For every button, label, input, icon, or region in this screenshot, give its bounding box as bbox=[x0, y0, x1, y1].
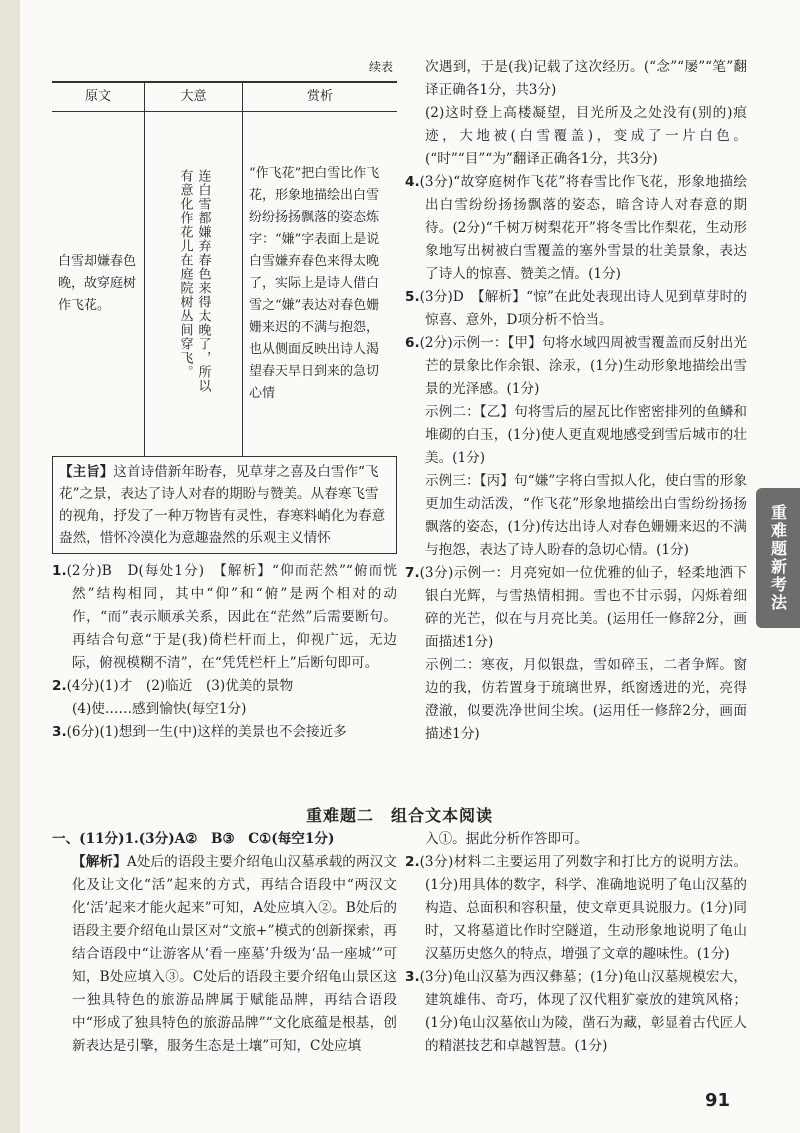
table-continued-label: 续表 bbox=[368, 60, 393, 74]
table-header-row bbox=[52, 82, 397, 112]
header-analysis: 赏析 bbox=[243, 82, 398, 112]
answer-3-num: 3. bbox=[52, 724, 67, 740]
cell-original: 白雪却嫌春色晚，故穿庭树作飞花。 bbox=[58, 254, 137, 313]
section2-cont: 入①。据此分析作答即可。 bbox=[425, 831, 589, 847]
answer-3-cont: 次遇到，于是(我)记载了这次经历。(“念”“屡”“笔”翻译正确各1分，共3分) bbox=[425, 59, 747, 98]
page-binding bbox=[0, 0, 21, 1133]
answer-7 bbox=[405, 562, 747, 654]
answer-3-text: (6分)(1)想到一生(中)这样的美景也不会接近多 bbox=[66, 724, 347, 740]
answer-4 bbox=[405, 171, 747, 286]
answer-4-num: 4. bbox=[405, 174, 420, 190]
answer-6-example3: 示例三：【丙】句“嫌”字将白雪拟人化，使白雪的形象更加生动活泼，“作飞花”形象地描绘出白雪纷纷扬扬飘落的姿态，(1分)传达出诗人对春色姗姗来迟的不满与抱怨，表达了诗人盼春的急切心情。(1分) bbox=[425, 473, 747, 558]
table-row bbox=[52, 112, 397, 457]
meaning-text: 连白雪都嫌弃春色来得太晚了，所以有意化作花儿在庭院树丛间穿飞。 bbox=[177, 169, 211, 393]
section2-answer-2-text: (3分)材料二主要运用了列数字和打比方的说明方法。(1分)用具体的数字，科学、准确地说明了龟山汉墓的构造、总面积和容积量，使文章更具说服力。(1分)同时，又将墓道比作时空隧道，生动形象地说明了龟山汉墓历史悠久的特点，增强了文章的趣味性。(1分) bbox=[419, 854, 747, 962]
section2-head: 一、(11分)1.(3分)A② B③ C①(每空1分) bbox=[52, 831, 335, 847]
answer-1-text: (2分)B D(每处1分) 【解析】“仰而茫然”“俯而恍然”结构相同，其中“仰”和“俯”是两个相对的动作，“而”表示顺承关系，因此在“茫然”后需要断句。再结合句意“于是(我)倚栏杆而上，仰视广远，无边际，俯视模糊不清”，在“凭凭栏杆上”后断句即可。 bbox=[66, 563, 397, 671]
analysis-text: A处后的语段主要介绍龟山汉墓承载的两汉文化及让文化“活”起来的方式，再结合语段中“两汉文化‘活’起来才能火起来”可知，A处应填入②。B处后的语段主要介绍龟山景区对“文旅+”模式的创新探索，再结合语段中“让游客从‘看一座墓’升级为‘品一座城’”可知，B处应填入③。C处后的语段主要介绍龟山景区这一独具特色的旅游品牌属于赋能品牌，再结合语段中“形成了独具特色的旅游品牌”“文化底蕴是根基，创新表达是引擎，服务生态是土壤”可知，C处应填 bbox=[72, 854, 397, 1054]
section2-answer-3 bbox=[405, 966, 747, 1058]
answer-2 bbox=[52, 675, 397, 698]
theme-label: 【主旨】 bbox=[59, 464, 114, 480]
section2-answer-3-text: (3分)龟山汉墓为西汉彝墓；(1分)龟山汉墓规模宏大，建筑雄伟、奇巧，体现了汉代粗犷豪放的建筑风格；(1分)龟山汉墓依山为陵，凿石为藏，彰显着古代匠人的精湛技艺和卓越智慧。(1分) bbox=[419, 969, 747, 1054]
page-number: 91 bbox=[704, 1090, 730, 1111]
answer-5-text: (3分)D 【解析】“惊”在此处表现出诗人见到草芽时的惊喜、意外，D项分析不恰当。 bbox=[419, 289, 747, 328]
section2-answer-2-num: 2. bbox=[405, 854, 420, 870]
left-column bbox=[52, 56, 397, 744]
header-meaning: 大意 bbox=[145, 82, 243, 112]
answer-6-text: (2分)示例一：【甲】句将水域四周被雪覆盖而反射出光芒的景象比作余银、涂汞，(1分)生动形象地描绘出雪景的光泽感。(1分) bbox=[419, 335, 747, 397]
answer-6 bbox=[405, 332, 747, 401]
bottom-left-column bbox=[52, 828, 397, 1058]
poem-table bbox=[52, 81, 397, 456]
answer-2-text: (4分)(1)才 (2)临近 (3)优美的景物 bbox=[66, 678, 294, 694]
analysis-label: 【解析】 bbox=[72, 854, 127, 870]
section-title: 重难题二 组合文本阅读 bbox=[305, 806, 493, 825]
answer-5 bbox=[405, 286, 747, 332]
answer-5-num: 5. bbox=[405, 289, 420, 305]
section2-analysis bbox=[52, 851, 397, 1058]
answer-1-num: 1. bbox=[52, 563, 67, 579]
answer-2-line2: (4)使……感到愉快(每空1分) bbox=[72, 701, 247, 717]
section2-answer-3-num: 3. bbox=[405, 969, 420, 985]
bottom-right-column bbox=[405, 828, 747, 1058]
section2-answer-2 bbox=[405, 851, 747, 966]
answer-3-part2: (2)这时登上高楼凝望，目光所及之处没有(别的)痕迹，大地被(白雪覆盖)，变成了一片白色。(“时”“目”“为”翻译正确各1分，共3分) bbox=[425, 105, 747, 167]
header-original: 原文 bbox=[52, 82, 145, 112]
answer-2-num: 2. bbox=[52, 678, 67, 694]
right-column bbox=[405, 56, 747, 746]
answer-7-example2: 示例二：寒夜，月似银盘，雪如碎玉，二者争辉。窗边的我，仿若置身于琉璃世界，纸窗透进的光，亮得澄澈，似要洗净世间尘埃。(运用任一修辞2分，画面描述1分) bbox=[425, 657, 747, 742]
theme-text: 这首诗借新年盼春，见草芽之喜及白雪作“飞花”之景，表达了诗人对春的期盼与赞美。从春寒飞雪的视角，抒发了一种万物皆有灵性，春寒料峭化为春意盎然，惜怀冷漠化为意趣盎然的乐观主义情怀 bbox=[59, 464, 386, 546]
cell-meaning bbox=[145, 112, 243, 457]
answer-6-example2: 示例二：【乙】句将雪后的屋瓦比作密密排列的鱼鳞和堆砌的白玉，(1分)使人更直观地感受到雪后城市的壮美。(1分) bbox=[425, 404, 747, 466]
theme-box bbox=[52, 456, 397, 554]
side-tab: 重难题新考法 bbox=[756, 488, 800, 628]
answer-7-text: (3分)示例一：月亮宛如一位优雅的仙子，轻柔地洒下银白光辉，与雪热情相拥。雪也不甘示弱，闪烁着细碎的光芒，似在与月亮比美。(运用任一修辞2分，画面描述1分) bbox=[419, 565, 747, 650]
answer-3 bbox=[52, 721, 397, 744]
cell-analysis: “作飞花”把白雪比作飞花，形象地描绘出白雪纷纷扬扬飘落的姿态炼字：“嫌”字表面上是说白雪嫌弃春色来得太晚了，实际上是诗人借白雪之“嫌”表达对春色姗姗来迟的不满与抱怨，也从侧面反映出诗人渴望春天早日到来的急切心情 bbox=[243, 112, 398, 457]
answer-4-text: (3分)“故穿庭树作飞花”将春雪比作飞花，形象地描绘出白雪纷纷扬扬飘落的姿态，暗含诗人对春意的期待。(2分)“千树万树梨花开”将冬雪比作梨花，生动形象地写出树被白雪覆盖的塞外雪景的壮美景象，表达了诗人的惊喜、赞美之情。(1分) bbox=[419, 174, 747, 282]
answer-1 bbox=[52, 560, 397, 675]
answer-7-num: 7. bbox=[405, 565, 420, 581]
answer-6-num: 6. bbox=[405, 335, 420, 351]
